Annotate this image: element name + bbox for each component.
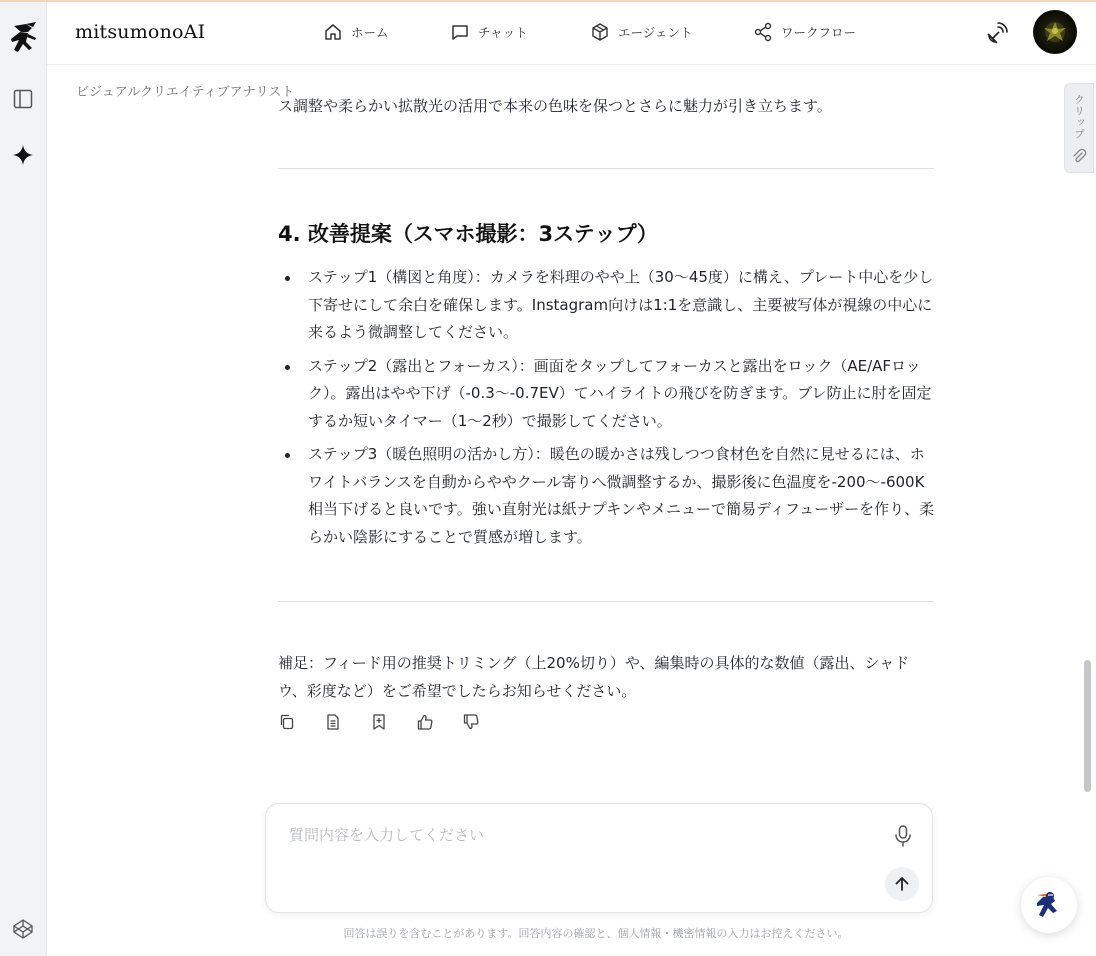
divider — [278, 168, 934, 169]
document-icon — [324, 713, 342, 731]
broadcast-button[interactable] — [984, 20, 1010, 46]
copy-button[interactable] — [278, 713, 324, 731]
copy-icon — [278, 713, 296, 731]
sidebar-panel-icon — [13, 89, 33, 109]
nav-agent-label: エージェント — [618, 25, 693, 40]
nav-chat-label: チャット — [478, 25, 528, 40]
nav-agent[interactable] — [590, 22, 693, 42]
voice-input-button[interactable] — [892, 824, 914, 848]
message-actions — [278, 713, 508, 731]
nav-home-label: ホーム — [351, 25, 389, 40]
nav-workflow[interactable] — [753, 22, 856, 42]
chat-icon — [450, 22, 470, 42]
top-header — [47, 2, 1096, 65]
new-chat-sparkle-button[interactable] — [10, 142, 36, 168]
thumbs-down-icon — [462, 713, 480, 731]
nav-home[interactable] — [323, 22, 389, 42]
user-avatar[interactable] — [1033, 10, 1077, 54]
clip-label: クリップ — [1073, 94, 1085, 140]
steps-list — [278, 264, 938, 557]
cube-icon — [590, 22, 610, 42]
microphone-icon — [892, 824, 914, 848]
thumbs-down-button[interactable] — [462, 713, 508, 731]
bookmark-add-button[interactable] — [370, 713, 416, 731]
assistant-fab-button[interactable] — [1021, 877, 1077, 933]
list-item: ステップ3（暖色照明の活かし方）：暖色の暖かさは残しつつ食材色を自然に見せるには、ホワイトバランスを自動からややクール寄りへ微調整するか、撮影後に色温度を-200〜-600K相当下げると良いです。強い直射光は紙ナプキンやメニューで簡易ディフューザーを作り、柔らかい陰影にすることで質感が増します。 — [278, 441, 938, 551]
avatar-figure-icon — [1033, 10, 1077, 54]
agent-subtitle: ビジュアルクリエイティブアナリスト — [76, 85, 295, 100]
arrow-up-icon — [893, 875, 911, 893]
scrollbar-thumb[interactable] — [1084, 660, 1091, 792]
workflow-icon — [753, 22, 773, 42]
section-heading: 4. 改善提案（スマホ撮影：3ステップ） — [278, 222, 658, 246]
ninja-logo-icon[interactable] — [6, 20, 40, 58]
clip-tab[interactable] — [1064, 83, 1094, 173]
ninja-mascot-icon — [1031, 887, 1067, 923]
sidebar-toggle-button[interactable] — [10, 86, 36, 112]
previous-paragraph-cut: ス調整や柔らかい拡散光の活用で本来の色味を保つとさらに魅力が引き立ちます。 — [278, 97, 832, 115]
thumbs-up-button[interactable] — [416, 713, 462, 731]
supplement-note: 補足：フィード用の推奨トリミング（上20%切り）や、編集時の具体的な数値（露出、シャドウ、彩度など）をご希望でしたらお知らせください。 — [278, 654, 910, 700]
bookmark-plus-icon — [370, 713, 388, 731]
sparkle-icon — [12, 144, 34, 166]
chat-input-box — [265, 803, 933, 913]
divider — [278, 601, 934, 602]
thumbs-up-icon — [416, 713, 434, 731]
left-rail — [0, 2, 47, 956]
list-item: ステップ2（露出とフォーカス）：画面をタップしてフォーカスと露出をロック（AE/AFロック）。露出はやや下げ（-0.3〜-0.7EV）てハイライトの飛びを防ぎます。ブレ防止に肘を固定するか短いタイマー（1〜2秒）で撮影してください。 — [278, 353, 938, 436]
paperclip-icon — [1071, 148, 1087, 164]
disclaimer-text: 回答は誤りを含むことがあります。回答内容の確認と、個人情報・機密情報の入力はお控えください。 — [343, 927, 849, 940]
nav-chat[interactable] — [450, 22, 528, 42]
home-icon — [323, 22, 343, 42]
message-input[interactable] — [289, 824, 849, 864]
brand-title[interactable]: mitsumonoAI — [75, 21, 206, 43]
send-button[interactable] — [885, 867, 919, 901]
satellite-dish-icon — [984, 20, 1010, 46]
nav-workflow-label: ワークフロー — [781, 25, 857, 40]
document-button[interactable] — [324, 713, 370, 731]
list-item: ステップ1（構図と角度）：カメラを料理のやや上（30〜45度）に構え、プレート中心を少し下寄せにして余白を確保します。Instagram向けは1:1を意識し、主要被写体が視線の中心に来るよう微調整してください。 — [278, 264, 938, 347]
